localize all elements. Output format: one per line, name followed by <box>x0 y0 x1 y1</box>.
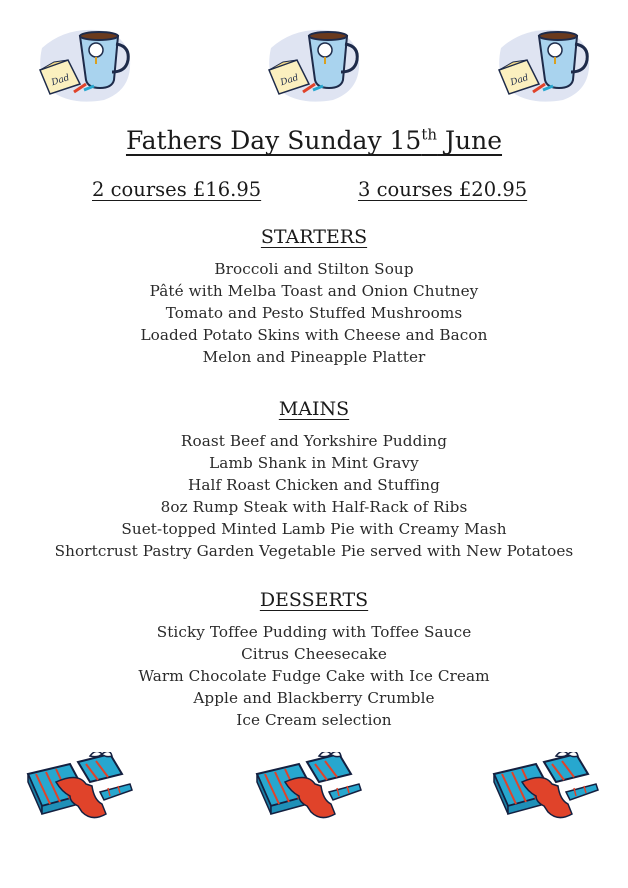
menu-item: Tomato and Pesto Stuffed Mushrooms <box>165 304 463 322</box>
menu-item: 8oz Rump Steak with Half-Rack of Ribs <box>160 498 468 516</box>
desserts-section <box>0 587 628 731</box>
desserts-list <box>0 621 628 731</box>
menu-item: Melon and Pineapple Platter <box>202 348 426 366</box>
menu-item: Broccoli and Stilton Soup <box>214 260 414 278</box>
menu-item: Ice Cream selection <box>236 711 392 729</box>
menu-item: Half Roast Chicken and Stuffing <box>188 476 440 494</box>
starters-heading: STARTERS <box>260 226 368 248</box>
title-month: June <box>437 126 503 156</box>
menu-item: Suet-topped Minted Lamb Pie with Creamy Mash <box>121 520 507 538</box>
menu-item: Warm Chocolate Fudge Cake with Ice Cream <box>138 667 490 685</box>
menu-item: Apple and Blackberry Crumble <box>193 689 435 707</box>
menu-item: Shortcrust Pastry Garden Vegetable Pie served with New Potatoes <box>54 542 574 560</box>
gift-box-icon <box>492 752 600 824</box>
title-ordinal: th <box>421 126 438 144</box>
price-two-courses: 2 courses £16.95 <box>92 178 262 201</box>
dad-mug-icon <box>493 24 593 104</box>
card-label: Dad <box>50 73 71 89</box>
card-label: Dad <box>509 73 530 89</box>
card-label: Dad <box>279 73 300 89</box>
menu-item: Loaded Potato Skins with Cheese and Bacon <box>140 326 488 344</box>
price-three-courses: 3 courses £20.95 <box>358 178 528 201</box>
desserts-heading: DESSERTS <box>259 589 369 611</box>
mains-section <box>0 396 628 562</box>
menu-item: Pâté with Melba Toast and Onion Chutney <box>149 282 479 300</box>
dad-mug-icon <box>34 24 134 104</box>
menu-item: Lamb Shank in Mint Gravy <box>209 454 419 472</box>
menu-item: Citrus Cheesecake <box>241 645 387 663</box>
page-title <box>0 126 628 155</box>
starters-section <box>0 224 628 368</box>
mains-list <box>0 430 628 562</box>
gift-box-icon <box>26 752 134 824</box>
title-text: Fathers Day Sunday 15 <box>125 126 422 156</box>
menu-item: Roast Beef and Yorkshire Pudding <box>180 432 448 450</box>
dad-mug-icon <box>263 24 363 104</box>
gift-box-icon <box>255 752 363 824</box>
menu-item: Sticky Toffee Pudding with Toffee Sauce <box>156 623 472 641</box>
starters-list <box>0 258 628 368</box>
mains-heading: MAINS <box>278 398 350 420</box>
